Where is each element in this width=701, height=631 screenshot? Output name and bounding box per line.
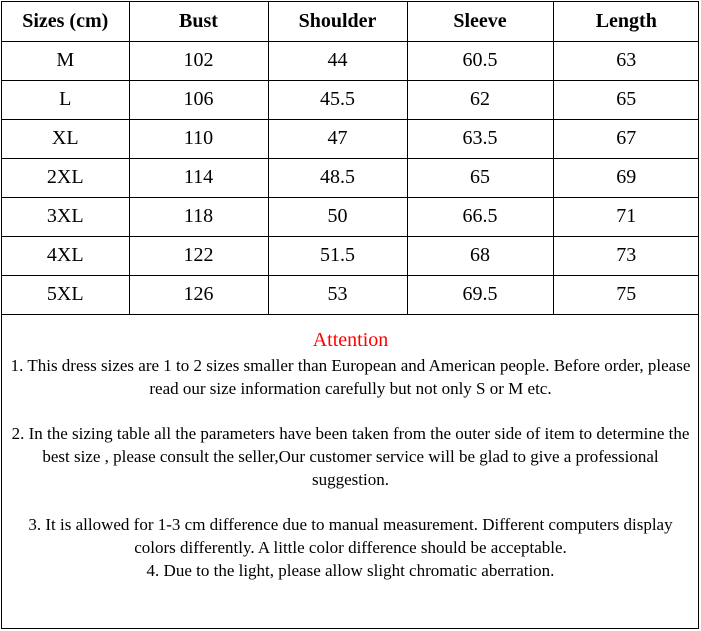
table-row	[2, 41, 699, 80]
cell-shoulder: 45.5	[268, 80, 407, 119]
table-row	[2, 119, 699, 158]
cell-bust: 106	[129, 80, 268, 119]
cell-length: 63	[553, 41, 699, 80]
table-row	[2, 275, 699, 314]
cell-bust: 122	[129, 236, 268, 275]
cell-shoulder: 50	[268, 197, 407, 236]
note-item: 1. This dress sizes are 1 to 2 sizes smaller than European and American people. Before order, please read our size information carefully but not only S or M etc.	[10, 356, 691, 398]
cell-length: 69	[553, 158, 699, 197]
cell-length: 75	[553, 275, 699, 314]
header-length: Length	[553, 2, 699, 41]
size-chart	[1, 1, 699, 629]
table-row	[2, 80, 699, 119]
size-table	[2, 2, 699, 315]
cell-size: 3XL	[2, 197, 129, 236]
cell-sleeve: 63.5	[407, 119, 553, 158]
cell-sleeve: 65	[407, 158, 553, 197]
cell-sleeve: 62	[407, 80, 553, 119]
cell-bust: 110	[129, 119, 268, 158]
cell-length: 71	[553, 197, 699, 236]
cell-size: M	[2, 41, 129, 80]
cell-size: 5XL	[2, 275, 129, 314]
spacer	[2, 491, 699, 513]
table-row	[2, 158, 699, 197]
cell-sleeve: 69.5	[407, 275, 553, 314]
cell-sleeve: 60.5	[407, 41, 553, 80]
cell-shoulder: 48.5	[268, 158, 407, 197]
cell-shoulder: 47	[268, 119, 407, 158]
cell-length: 65	[553, 80, 699, 119]
cell-size: 2XL	[2, 158, 129, 197]
cell-length: 67	[553, 119, 699, 158]
cell-bust: 126	[129, 275, 268, 314]
cell-size: XL	[2, 119, 129, 158]
header-bust: Bust	[129, 2, 268, 41]
header-sizes: Sizes (cm)	[2, 2, 129, 41]
cell-size: L	[2, 80, 129, 119]
table-header-row	[2, 2, 699, 41]
header-sleeve: Sleeve	[407, 2, 553, 41]
cell-shoulder: 44	[268, 41, 407, 80]
note-item: 3. It is allowed for 1-3 cm difference due to manual measurement. Different computers display colors differently. A little color difference should be acceptable.	[28, 515, 673, 557]
table-row	[2, 236, 699, 275]
header-shoulder: Shoulder	[268, 2, 407, 41]
attention-title: Attention	[312, 329, 389, 351]
cell-bust: 114	[129, 158, 268, 197]
cell-bust: 118	[129, 197, 268, 236]
cell-sleeve: 66.5	[407, 197, 553, 236]
cell-sleeve: 68	[407, 236, 553, 275]
attention-notes	[2, 324, 699, 582]
cell-size: 4XL	[2, 236, 129, 275]
cell-length: 73	[553, 236, 699, 275]
spacer	[2, 400, 699, 422]
table-row	[2, 197, 699, 236]
note-item: 4. Due to the light, please allow slight chromatic aberration.	[146, 561, 555, 580]
cell-bust: 102	[129, 41, 268, 80]
cell-shoulder: 53	[268, 275, 407, 314]
cell-shoulder: 51.5	[268, 236, 407, 275]
note-item: 2. In the sizing table all the parameters have been taken from the outer side of item to determine the best size , please consult the seller,Our customer service will be glad to give a professional suggestion.	[11, 424, 690, 489]
